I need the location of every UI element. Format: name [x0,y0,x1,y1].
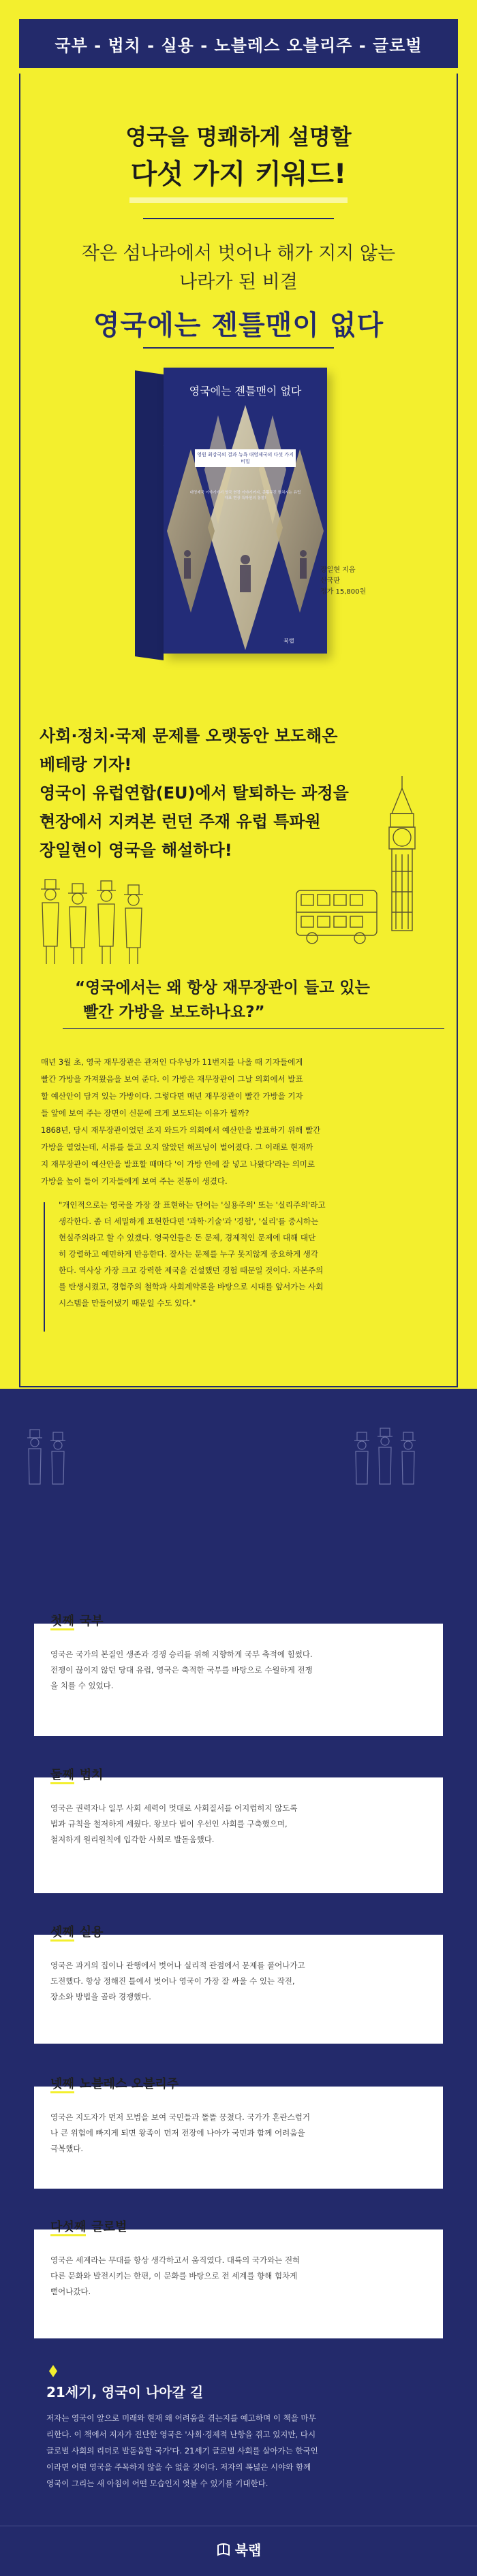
intro-line: 영국이 유럽연합(EU)에서 탈퇴하는 과정을 [40,784,349,803]
diamond-icon [49,2365,57,2377]
card-text-line: 철저하게 원리원칙에 입각한 사회로 발돋움했다. [50,1835,215,1844]
quote-line1: “영국에서는 왜 항상 재무장관이 들고 있는 [75,979,370,997]
divider-top [143,218,334,219]
quote-line2: 빨간 가방을 보도하나요?” [83,1003,265,1021]
gentlemen-illustration [34,878,170,967]
body-line: 빨간 가방을 가져왔음을 보여 준다. 이 가방은 재무장관이 그날 의회에서 발표 [41,1074,303,1084]
quote-divider [63,1028,444,1029]
divider-bottom [143,347,334,349]
body-line: 가방을 열었는데, 서류를 들고 오지 않았던 해프닝이 벌어졌다. 그 이래로 현재까 [41,1142,313,1152]
keyword-card-5 [34,2220,443,2338]
double-decker-bus-illustration [293,885,382,946]
book-title-heading: 영국에는 젠틀맨이 없다 [93,310,384,341]
body-line: 매년 3월 초, 영국 재무장관은 관저인 다우닝가 11번지를 나올 때 기자들에게 [41,1057,303,1067]
book-meta-author: 장일현 지음 [320,566,356,574]
card-text-line: 극복했다. [50,2144,84,2153]
card-text [50,2110,429,2157]
card-title: 법치 [79,1768,104,1782]
card-title: 국부 [79,1614,104,1628]
book-cover-image [123,368,354,667]
final-text-line: 이라면 어떤 영국을 주목하지 않을 수 없을 것이다. 저자의 폭넓은 시야와 함께 [46,2462,311,2472]
card-number: 넷째 [50,2077,74,2093]
book-spine [135,370,164,660]
subtitle-line1: 작은 섬나라에서 벗어나 해가 지지 않는 [81,243,396,264]
card-number: 둘째 [50,1768,74,1784]
card-text-line: 도전했다. 항상 정해진 틀에서 벗어나 영국이 가장 잘 싸울 수 있는 작전, [50,1976,295,1986]
book-meta-price: 정가 15,800원 [320,588,367,596]
keyword-card-1 [34,1614,443,1736]
intro-line: 사회·정치·국제 문제를 오랫동안 보도해온 [40,726,338,745]
card-text-line: 영국은 국가의 본질인 생존과 경쟁 승리를 위해 지향하게 국부 축적에 힘썼다. [50,1649,313,1659]
card-title: 실용 [79,1925,104,1939]
card-text-line: 영국은 권력자나 일부 사회 세력이 멋대로 사회질서를 어지럽히지 않도록 [50,1803,298,1813]
card-text [50,1958,429,2005]
excerpt-line: 한다. 역사상 가장 크고 강력한 제국을 건설했던 경험 때문일 것이다. 자본주의 [59,1266,324,1275]
publisher-logo-icon [216,2543,231,2558]
author-excerpt [59,1197,440,1311]
book-cover-blurb: 대영제국 이야기에서 영국 현장 이야기까지, 종횡무진 펼쳐지는 유럽 대표 현장 특파원의 통찰! [189,491,301,501]
excerpt-line: 시스템을 만들어냈기 때문일 수도 있다." [59,1298,196,1308]
excerpt-line: "개인적으로는 영국을 가장 잘 표현하는 단어는 '실용주의' 또는 '실리주의'라고 [59,1200,326,1210]
card-number: 첫째 [50,1614,74,1630]
card-text-line: 을 치를 수 있었다. [50,1681,114,1690]
intro-line: 베테랑 기자! [40,755,132,774]
card-text-line: 법과 규칙을 철저하게 세웠다. 왕보다 법이 우선인 사회를 구축했으며, [50,1819,288,1829]
body-line: 가방을 높이 들어 기자들에게 보여 주는 전통이 생겼다. [41,1176,228,1186]
excerpt-line: 생각한다. 좀 더 세밀하게 표현한다면 '과학·기술'과 '경험', '실리'를 중시하는 [59,1217,319,1226]
card-text [50,2253,429,2300]
keyword-tag-bar: 국부 - 법치 - 실용 - 노블레스 오블리주 - 글로벌 [19,19,458,68]
final-text-line: 리한다. 이 책에서 저자가 진단한 영국은 '사회·경제적 난항을 겪고 있지만, 다시 [46,2430,316,2439]
card-text-line: 나 큰 위험에 빠지게 되면 왕족이 먼저 전장에 나아가 국민과 함께 어려움을 [50,2128,305,2138]
pull-quote [75,976,457,1025]
card-text-line: 영국은 지도자가 먼저 모범을 보여 국민들과 똘똘 뭉쳤다. 국가가 혼란스럽거 [50,2112,310,2122]
card-text [50,1801,429,1848]
body-line: 지 재무장관이 예산안을 발표할 때마다 '이 가방 안에 잘 넣고 나왔다'라는 의미로 [41,1159,316,1169]
keywords-heading-line2: 다섯 가지 키워드! [130,159,347,190]
excerpt-line: 히 강렬하고 예민하게 반응한다. 잘사는 문제를 누구 못지않게 중요하게 생각 [59,1249,318,1259]
london-street-illustration [27,1423,450,1518]
card-label [50,2074,179,2092]
card-text [50,1647,429,1694]
excerpt-line: 현실주의라고 할 수 있겠다. 영국인들은 돈 문제, 경제적인 문제에 대해 대단 [59,1233,316,1242]
card-number: 셋째 [50,1925,74,1942]
body-line: 1868년, 당시 재무장관이었던 조지 와드가 의회에서 예산안을 발표하기 위해 빨간 [41,1125,321,1135]
body-line: 들 앞에 보여 주는 장면이 신문에 크게 보도되는 이유가 뭘까? [41,1108,249,1118]
card-label [50,1765,104,1783]
book-front-cover [164,368,327,654]
final-text-line: 저자는 영국이 앞으로 미래와 현재 왜 어려움을 겪는지를 예고하며 이 책을 마무 [46,2413,316,2423]
card-label [50,1922,104,1940]
card-number: 다섯째 [50,2220,86,2236]
red-box-story [41,1054,436,1190]
card-text-line: 뻗어나갔다. [50,2287,91,2296]
final-section-title: 21세기, 영국이 나아갈 길 [46,2384,204,2400]
intro-line: 장일현이 영국을 해설하다! [40,841,232,860]
publisher-logo-text: 북랩 [234,2542,262,2558]
card-text-line: 전쟁이 끊이지 않던 당대 유럽, 영국은 축적한 국부를 바탕으로 수월하게 전쟁 [50,1665,313,1675]
final-text-line: 글로벌 사회의 리더로 발돋움할 국가'다. 21세기 글로벌 사회를 살아가는 한국인 [46,2446,318,2456]
card-text-line: 영국은 세계라는 무대를 항상 생각하고서 움직였다. 대륙의 국가와는 전혀 [50,2255,301,2265]
card-title: 글로벌 [91,2220,127,2234]
publisher-logo [0,2539,477,2559]
card-text-line: 영국은 과거의 집이나 관행에서 벗어나 실리적 관점에서 문제를 풀어나가고 [50,1961,305,1970]
cover-diamond-pattern [164,368,327,654]
final-text-line: 영국이 그리는 새 아침이 어떤 모습인지 엿볼 수 있기를 기대한다. [46,2479,268,2488]
keyword-card-3 [34,1925,443,2044]
card-label [50,1611,104,1629]
final-section-text [46,2410,435,2492]
keywords-highlight [129,197,348,203]
card-label [50,2217,127,2235]
intro-line: 현장에서 지켜본 런던 주재 유럽 특파원 [40,812,321,831]
keywords-heading-line1: 영국을 명쾌하게 설명할 [125,124,352,150]
card-title: 노블레스 오블리주 [79,2077,179,2091]
card-text-line: 다른 문화와 발전시키는 한편, 이 문화를 바탕으로 전 세계를 향해 힘차게 [50,2271,298,2281]
book-cover-tagline: 영원 최강국의 결과 뉴욕 대영제국의 다섯 가지 비밀 [195,449,296,467]
card-text-line: 장소와 방법을 골라 경쟁했다. [50,1992,151,2001]
excerpt-bar [44,1202,45,1332]
author-intro [40,722,421,865]
keyword-card-4 [34,2077,443,2189]
book-meta [320,565,366,598]
book-meta-format: 신국판 [320,577,340,585]
subtitle-line2: 나라가 된 비결 [179,272,298,293]
book-cover-title: 영국에는 젠틀맨이 없다 [189,385,302,398]
book-publisher-mark: 북랩 [283,638,294,644]
excerpt-line: 를 탄생시켰고, 경험주의 철학과 사회계약론을 바탕으로 시대를 앞서가는 사회 [59,1282,324,1291]
body-line: 할 예산안이 담겨 있는 가방이다. 그렇다면 매년 재무장관이 빨간 가방을 기자 [41,1091,303,1101]
keyword-card-2 [34,1768,443,1893]
